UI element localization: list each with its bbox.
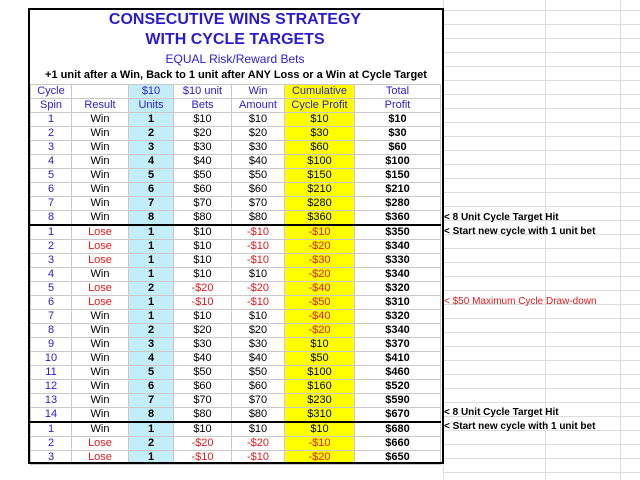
cumulative-profit-cell: $100 xyxy=(285,155,355,169)
total-profit-cell: $320 xyxy=(355,282,441,296)
result-cell: Win xyxy=(72,366,129,380)
bet-cell: -$20 xyxy=(174,282,232,296)
win-amount-cell: $80 xyxy=(232,408,285,423)
total-profit-cell: $100 xyxy=(355,155,441,169)
units-cell: 1 xyxy=(129,451,174,465)
total-profit-cell: $150 xyxy=(355,169,441,183)
gridline xyxy=(443,360,640,361)
total-profit-cell: $340 xyxy=(355,240,441,254)
bet-cell: -$10 xyxy=(174,451,232,465)
spin-cell: 9 xyxy=(31,338,72,352)
win-amount-cell: -$10 xyxy=(232,451,285,465)
bet-cell: $60 xyxy=(174,380,232,394)
gridline xyxy=(443,388,640,389)
title-line-2: WITH CYCLE TARGETS xyxy=(145,31,325,48)
spin-cell: 14 xyxy=(31,408,72,423)
table-row xyxy=(31,113,441,127)
result-cell: Lose xyxy=(72,451,129,465)
table-row xyxy=(31,240,441,254)
cumulative-profit-cell: $10 xyxy=(285,422,355,437)
units-cell: 5 xyxy=(129,366,174,380)
units-cell: 8 xyxy=(129,211,174,226)
table-row xyxy=(31,127,441,141)
bet-cell: $70 xyxy=(174,394,232,408)
cumulative-profit-cell: $150 xyxy=(285,169,355,183)
cumulative-profit-cell: -$10 xyxy=(285,437,355,451)
units-cell: 4 xyxy=(129,352,174,366)
total-profit-cell: $410 xyxy=(355,352,441,366)
cumulative-profit-cell: $360 xyxy=(285,211,355,226)
total-profit-cell: $670 xyxy=(355,408,441,423)
spin-cell: 3 xyxy=(31,254,72,268)
gridline xyxy=(443,472,640,473)
result-cell: Lose xyxy=(72,254,129,268)
header-cell: Profit xyxy=(355,99,441,113)
result-cell: Win xyxy=(72,155,129,169)
bet-cell: $50 xyxy=(174,169,232,183)
bet-cell: $10 xyxy=(174,310,232,324)
win-amount-cell: $80 xyxy=(232,211,285,226)
total-profit-cell: $680 xyxy=(355,422,441,437)
win-amount-cell: $10 xyxy=(232,113,285,127)
rules-subtitle: +1 unit after a Win, Back to 1 unit after ANY Loss or a Win at Cycle Target xyxy=(45,69,427,81)
units-cell: 2 xyxy=(129,324,174,338)
total-profit-cell: $370 xyxy=(355,338,441,352)
result-cell: Lose xyxy=(72,296,129,310)
spin-cell: 2 xyxy=(31,127,72,141)
gridline xyxy=(620,0,621,480)
cumulative-profit-cell: $230 xyxy=(285,394,355,408)
total-profit-cell: $350 xyxy=(355,225,441,240)
bet-cell: $10 xyxy=(174,254,232,268)
result-cell: Win xyxy=(72,408,129,423)
table-row xyxy=(31,451,441,465)
table-row xyxy=(31,282,441,296)
total-profit-cell: $650 xyxy=(355,451,441,465)
cumulative-profit-cell: -$20 xyxy=(285,324,355,338)
header-cell: Bets xyxy=(174,99,232,113)
header-cell: $10 xyxy=(129,85,174,99)
gridline xyxy=(443,290,640,291)
header-cell: Win xyxy=(232,85,285,99)
results-table xyxy=(30,84,441,465)
table-row xyxy=(31,422,441,437)
spin-cell: 3 xyxy=(31,451,72,465)
bet-cell: -$10 xyxy=(174,296,232,310)
note-max-drawdown: < $50 Maximum Cycle Draw-down xyxy=(444,296,597,307)
gridline xyxy=(443,122,640,123)
total-profit-cell: $340 xyxy=(355,324,441,338)
cumulative-profit-cell: -$50 xyxy=(285,296,355,310)
win-amount-cell: -$10 xyxy=(232,240,285,254)
win-amount-cell: -$10 xyxy=(232,296,285,310)
bet-cell: $20 xyxy=(174,127,232,141)
table-row xyxy=(31,394,441,408)
cumulative-profit-cell: -$20 xyxy=(285,268,355,282)
gridline xyxy=(443,458,640,459)
spin-cell: 1 xyxy=(31,225,72,240)
header-cell: Cycle Profit xyxy=(285,99,355,113)
bet-cell: -$20 xyxy=(174,437,232,451)
spin-cell: 8 xyxy=(31,324,72,338)
table-row xyxy=(31,155,441,169)
spin-cell: 7 xyxy=(31,310,72,324)
spin-cell: 4 xyxy=(31,155,72,169)
result-cell: Win xyxy=(72,169,129,183)
bet-cell: $10 xyxy=(174,113,232,127)
spin-cell: 2 xyxy=(31,240,72,254)
total-profit-cell: $310 xyxy=(355,296,441,310)
units-cell: 8 xyxy=(129,408,174,423)
result-cell: Win xyxy=(72,183,129,197)
bet-cell: $80 xyxy=(174,211,232,226)
units-cell: 1 xyxy=(129,254,174,268)
gridline xyxy=(443,24,640,25)
gridline xyxy=(443,178,640,179)
table-row xyxy=(31,352,441,366)
win-amount-cell: $70 xyxy=(232,394,285,408)
gridline xyxy=(443,136,640,137)
result-cell: Win xyxy=(72,268,129,282)
spin-cell: 1 xyxy=(31,113,72,127)
cumulative-profit-cell: $100 xyxy=(285,366,355,380)
cumulative-profit-cell: -$20 xyxy=(285,240,355,254)
result-cell: Lose xyxy=(72,437,129,451)
result-cell: Lose xyxy=(72,240,129,254)
result-cell: Win xyxy=(72,338,129,352)
spin-cell: 4 xyxy=(31,268,72,282)
table-row xyxy=(31,380,441,394)
table-row xyxy=(31,310,441,324)
bet-cell: $20 xyxy=(174,324,232,338)
units-cell: 7 xyxy=(129,197,174,211)
cumulative-profit-cell: $10 xyxy=(285,113,355,127)
result-cell: Win xyxy=(72,324,129,338)
result-cell: Win xyxy=(72,352,129,366)
units-cell: 1 xyxy=(129,113,174,127)
note-target-hit: < 8 Unit Cycle Target Hit xyxy=(444,407,559,418)
header-cell: $10 unit xyxy=(174,85,232,99)
gridline xyxy=(443,10,640,11)
win-amount-cell: $60 xyxy=(232,183,285,197)
gridline xyxy=(443,206,640,207)
result-cell: Win xyxy=(72,113,129,127)
result-cell: Win xyxy=(72,141,129,155)
win-amount-cell: $30 xyxy=(232,141,285,155)
units-cell: 2 xyxy=(129,437,174,451)
units-cell: 6 xyxy=(129,380,174,394)
units-cell: 1 xyxy=(129,422,174,437)
cumulative-profit-cell: $280 xyxy=(285,197,355,211)
header-cell: Cycle xyxy=(31,85,72,99)
bet-cell: $60 xyxy=(174,183,232,197)
win-amount-cell: $40 xyxy=(232,155,285,169)
win-amount-cell: $50 xyxy=(232,366,285,380)
gridline xyxy=(443,52,640,53)
bet-cell: $10 xyxy=(174,240,232,254)
note-new-cycle: < Start new cycle with 1 unit bet xyxy=(444,226,596,237)
win-amount-cell: $50 xyxy=(232,169,285,183)
cumulative-profit-cell: -$10 xyxy=(285,225,355,240)
units-cell: 2 xyxy=(129,282,174,296)
gridline xyxy=(443,262,640,263)
result-cell: Win xyxy=(72,197,129,211)
gridline xyxy=(443,402,640,403)
spin-cell: 1 xyxy=(31,422,72,437)
cumulative-profit-cell: -$30 xyxy=(285,254,355,268)
cumulative-profit-cell: -$40 xyxy=(285,310,355,324)
table-row xyxy=(31,338,441,352)
title-line-1: CONSECUTIVE WINS STRATEGY xyxy=(108,11,362,28)
result-cell: Win xyxy=(72,394,129,408)
cumulative-profit-cell: $310 xyxy=(285,408,355,423)
bet-cell: $10 xyxy=(174,422,232,437)
units-cell: 3 xyxy=(129,141,174,155)
bet-cell: $30 xyxy=(174,338,232,352)
spin-cell: 6 xyxy=(31,296,72,310)
gridline xyxy=(443,150,640,151)
gridline xyxy=(443,444,640,445)
table-row xyxy=(31,324,441,338)
table-row xyxy=(31,211,441,226)
table-row xyxy=(31,254,441,268)
result-cell: Win xyxy=(72,422,129,437)
table-row xyxy=(31,408,441,423)
total-profit-cell: $320 xyxy=(355,310,441,324)
cumulative-profit-cell: $50 xyxy=(285,352,355,366)
win-amount-cell: $60 xyxy=(232,380,285,394)
gridline xyxy=(443,38,640,39)
header-cell: Total xyxy=(355,85,441,99)
win-amount-cell: $20 xyxy=(232,324,285,338)
bet-cell: $10 xyxy=(174,268,232,282)
header-row-2 xyxy=(31,99,441,113)
cumulative-profit-cell: $10 xyxy=(285,338,355,352)
bet-cell: $80 xyxy=(174,408,232,423)
cumulative-profit-cell: $30 xyxy=(285,127,355,141)
total-profit-cell: $60 xyxy=(355,141,441,155)
table-row xyxy=(31,366,441,380)
units-cell: 3 xyxy=(129,338,174,352)
table-row xyxy=(31,197,441,211)
spin-cell: 5 xyxy=(31,282,72,296)
units-cell: 1 xyxy=(129,268,174,282)
result-cell: Win xyxy=(72,380,129,394)
units-cell: 7 xyxy=(129,394,174,408)
spin-cell: 12 xyxy=(31,380,72,394)
gridline xyxy=(443,94,640,95)
gridline xyxy=(443,248,640,249)
win-amount-cell: $70 xyxy=(232,197,285,211)
gridline xyxy=(443,318,640,319)
total-profit-cell: $10 xyxy=(355,113,441,127)
win-amount-cell: $10 xyxy=(232,310,285,324)
cumulative-profit-cell: -$20 xyxy=(285,451,355,465)
units-cell: 6 xyxy=(129,183,174,197)
units-cell: 4 xyxy=(129,155,174,169)
total-profit-cell: $460 xyxy=(355,366,441,380)
spin-cell: 13 xyxy=(31,394,72,408)
header-cell: Cumulative xyxy=(285,85,355,99)
header-cell: Result xyxy=(72,99,129,113)
spin-cell: 7 xyxy=(31,197,72,211)
units-cell: 1 xyxy=(129,225,174,240)
bet-cell: $40 xyxy=(174,155,232,169)
table-row xyxy=(31,296,441,310)
table-row xyxy=(31,183,441,197)
header-cell xyxy=(72,85,129,99)
header-cell: Amount xyxy=(232,99,285,113)
gridline xyxy=(443,164,640,165)
table-row xyxy=(31,225,441,240)
cumulative-profit-cell: $210 xyxy=(285,183,355,197)
header-cell: Units xyxy=(129,99,174,113)
result-cell: Win xyxy=(72,310,129,324)
units-cell: 1 xyxy=(129,310,174,324)
result-cell: Win xyxy=(72,127,129,141)
table-row xyxy=(31,169,441,183)
cumulative-profit-cell: $60 xyxy=(285,141,355,155)
note-target-hit: < 8 Unit Cycle Target Hit xyxy=(444,212,559,223)
total-profit-cell: $280 xyxy=(355,197,441,211)
gridline xyxy=(443,276,640,277)
table-row xyxy=(31,268,441,282)
spin-cell: 8 xyxy=(31,211,72,226)
gridline xyxy=(443,192,640,193)
bet-cell: $30 xyxy=(174,141,232,155)
total-profit-cell: $30 xyxy=(355,127,441,141)
units-cell: 2 xyxy=(129,127,174,141)
total-profit-cell: $520 xyxy=(355,380,441,394)
win-amount-cell: $20 xyxy=(232,127,285,141)
win-amount-cell: $10 xyxy=(232,422,285,437)
units-cell: 5 xyxy=(129,169,174,183)
total-profit-cell: $340 xyxy=(355,268,441,282)
units-cell: 1 xyxy=(129,296,174,310)
spin-cell: 5 xyxy=(31,169,72,183)
header-row-1 xyxy=(31,85,441,99)
result-cell: Lose xyxy=(72,282,129,296)
cumulative-profit-cell: $160 xyxy=(285,380,355,394)
total-profit-cell: $360 xyxy=(355,211,441,226)
result-cell: Lose xyxy=(72,225,129,240)
table-row xyxy=(31,141,441,155)
title-line-3: EQUAL Risk/Reward Bets xyxy=(165,52,305,66)
win-amount-cell: -$10 xyxy=(232,225,285,240)
gridline xyxy=(443,108,640,109)
header-cell: Spin xyxy=(31,99,72,113)
spin-cell: 11 xyxy=(31,366,72,380)
win-amount-cell: -$10 xyxy=(232,254,285,268)
spin-cell: 3 xyxy=(31,141,72,155)
table-row xyxy=(31,437,441,451)
result-cell: Win xyxy=(72,211,129,226)
bet-cell: $10 xyxy=(174,225,232,240)
total-profit-cell: $330 xyxy=(355,254,441,268)
gridline xyxy=(443,332,640,333)
units-cell: 1 xyxy=(129,240,174,254)
gridline xyxy=(443,66,640,67)
spin-cell: 6 xyxy=(31,183,72,197)
spin-cell: 10 xyxy=(31,352,72,366)
win-amount-cell: $30 xyxy=(232,338,285,352)
bet-cell: $50 xyxy=(174,366,232,380)
spin-cell: 2 xyxy=(31,437,72,451)
gridline xyxy=(443,346,640,347)
cumulative-profit-cell: -$40 xyxy=(285,282,355,296)
note-new-cycle: < Start new cycle with 1 unit bet xyxy=(444,421,596,432)
win-amount-cell: -$20 xyxy=(232,282,285,296)
win-amount-cell: -$20 xyxy=(232,437,285,451)
total-profit-cell: $590 xyxy=(355,394,441,408)
win-amount-cell: $40 xyxy=(232,352,285,366)
total-profit-cell: $660 xyxy=(355,437,441,451)
gridline xyxy=(443,80,640,81)
win-amount-cell: $10 xyxy=(232,268,285,282)
bet-cell: $70 xyxy=(174,197,232,211)
bet-cell: $40 xyxy=(174,352,232,366)
total-profit-cell: $210 xyxy=(355,183,441,197)
gridline xyxy=(443,374,640,375)
